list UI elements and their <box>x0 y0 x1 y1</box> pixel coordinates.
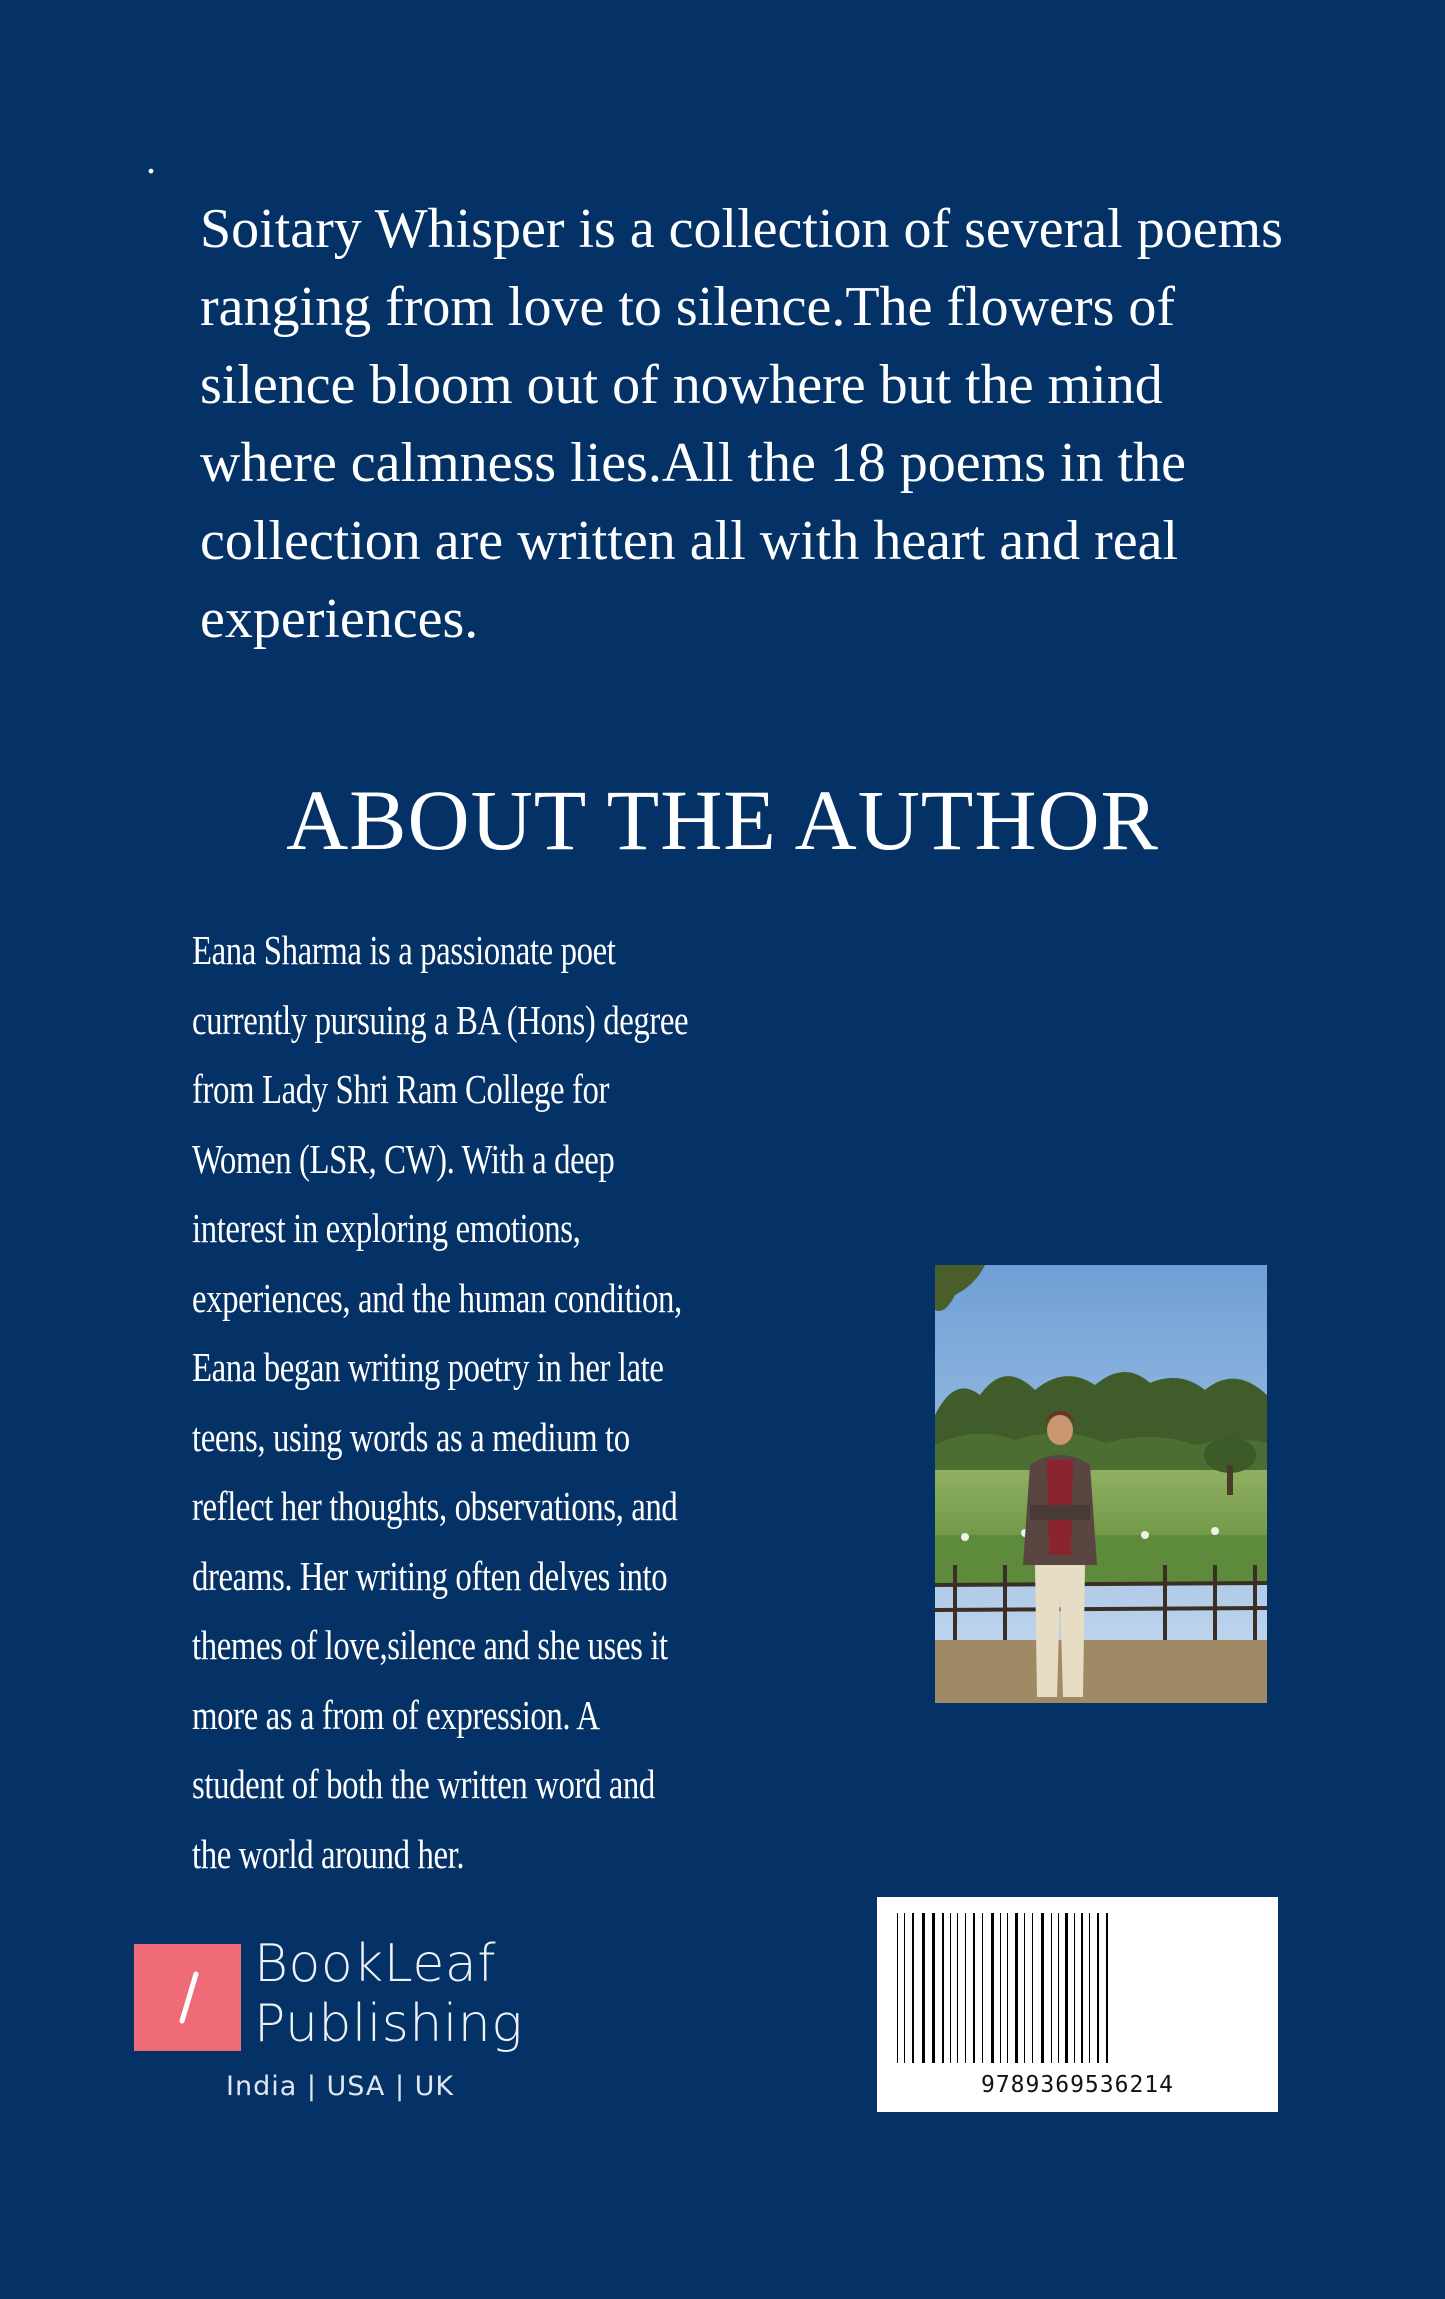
publisher-regions: India | USA | UK <box>226 2071 455 2102</box>
publisher-name <box>254 1934 574 2054</box>
publisher-name-line2: Publishing <box>254 1994 523 2054</box>
author-bio: Eana Sharma is a passionate poet currently pursuing a BA (Hons) degree from Lady Shri Ram College for Women (LSR, CW). With a deep interest in exploring emotions, experiences, and the human condition, Eana began writing poetry in her late teens, using words as a medium to reflect her thoughts, observations, and dreams. Her writing often delves into themes of love,silence and she uses it more as a from of expression. A student of both the written word and the world around her. <box>192 927 689 1877</box>
publisher-name-line1: BookLeaf <box>254 1934 497 1994</box>
isbn-number: 9789369536214 <box>980 2072 1174 2098</box>
bullet-mark: . <box>146 137 156 182</box>
about-author-heading: ABOUT THE AUTHOR <box>286 772 1159 868</box>
barcode-icon <box>893 1913 1262 2063</box>
author-photo-image <box>935 1265 1267 1703</box>
author-photo <box>935 1265 1267 1703</box>
book-blurb: Soitary Whisper is a collection of several poems ranging from love to silence.The flowers of silence bloom out of nowhere but the mind where calmness lies.All the 18 poems in the collection are written all with heart and real experiences. <box>200 198 1283 650</box>
leaf-slash-icon <box>134 1944 241 2051</box>
isbn-barcode <box>877 1897 1278 2112</box>
